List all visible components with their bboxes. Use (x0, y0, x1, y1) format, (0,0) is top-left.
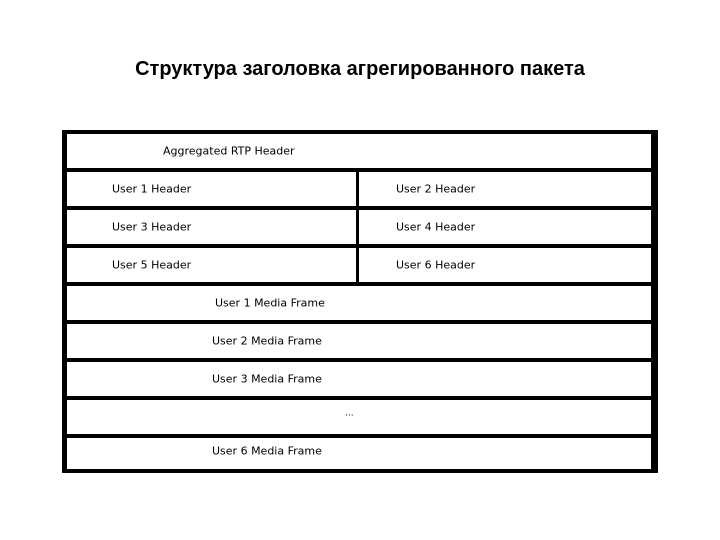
media-frame-cell-1 (67, 286, 651, 320)
user-header-label: User 1 Header (112, 182, 192, 196)
user-header-cell-4 (359, 210, 651, 244)
user-header-label: User 2 Header (396, 182, 476, 196)
media-frame-label: User 6 Media Frame (212, 444, 322, 458)
media-frame-cell-2 (67, 324, 651, 358)
user-header-cell-6 (359, 248, 651, 282)
media-frame-label: User 1 Media Frame (215, 296, 325, 310)
ellipsis-label: ... (345, 408, 354, 419)
user-header-cell-1 (67, 172, 356, 206)
user-header-label: User 5 Header (112, 258, 192, 272)
user-header-label: User 3 Header (112, 220, 192, 234)
user-header-label: User 4 Header (396, 220, 476, 234)
user-header-cell-2 (359, 172, 651, 206)
aggregated-rtp-header-cell (67, 134, 651, 168)
user-header-cell-3 (67, 210, 356, 244)
slide-title: Структура заголовка агрегированного пакета (135, 58, 585, 80)
media-frame-label: User 3 Media Frame (212, 372, 322, 386)
aggregated-rtp-header-label: Aggregated RTP Header (163, 144, 295, 158)
media-frame-cell-6 (67, 438, 651, 469)
media-frame-label: User 2 Media Frame (212, 334, 322, 348)
user-header-cell-5 (67, 248, 356, 282)
user-header-label: User 6 Header (396, 258, 476, 272)
packet-structure-diagram (62, 130, 658, 473)
media-frame-cell-ellipsis (67, 400, 651, 434)
media-frame-cell-3 (67, 362, 651, 396)
